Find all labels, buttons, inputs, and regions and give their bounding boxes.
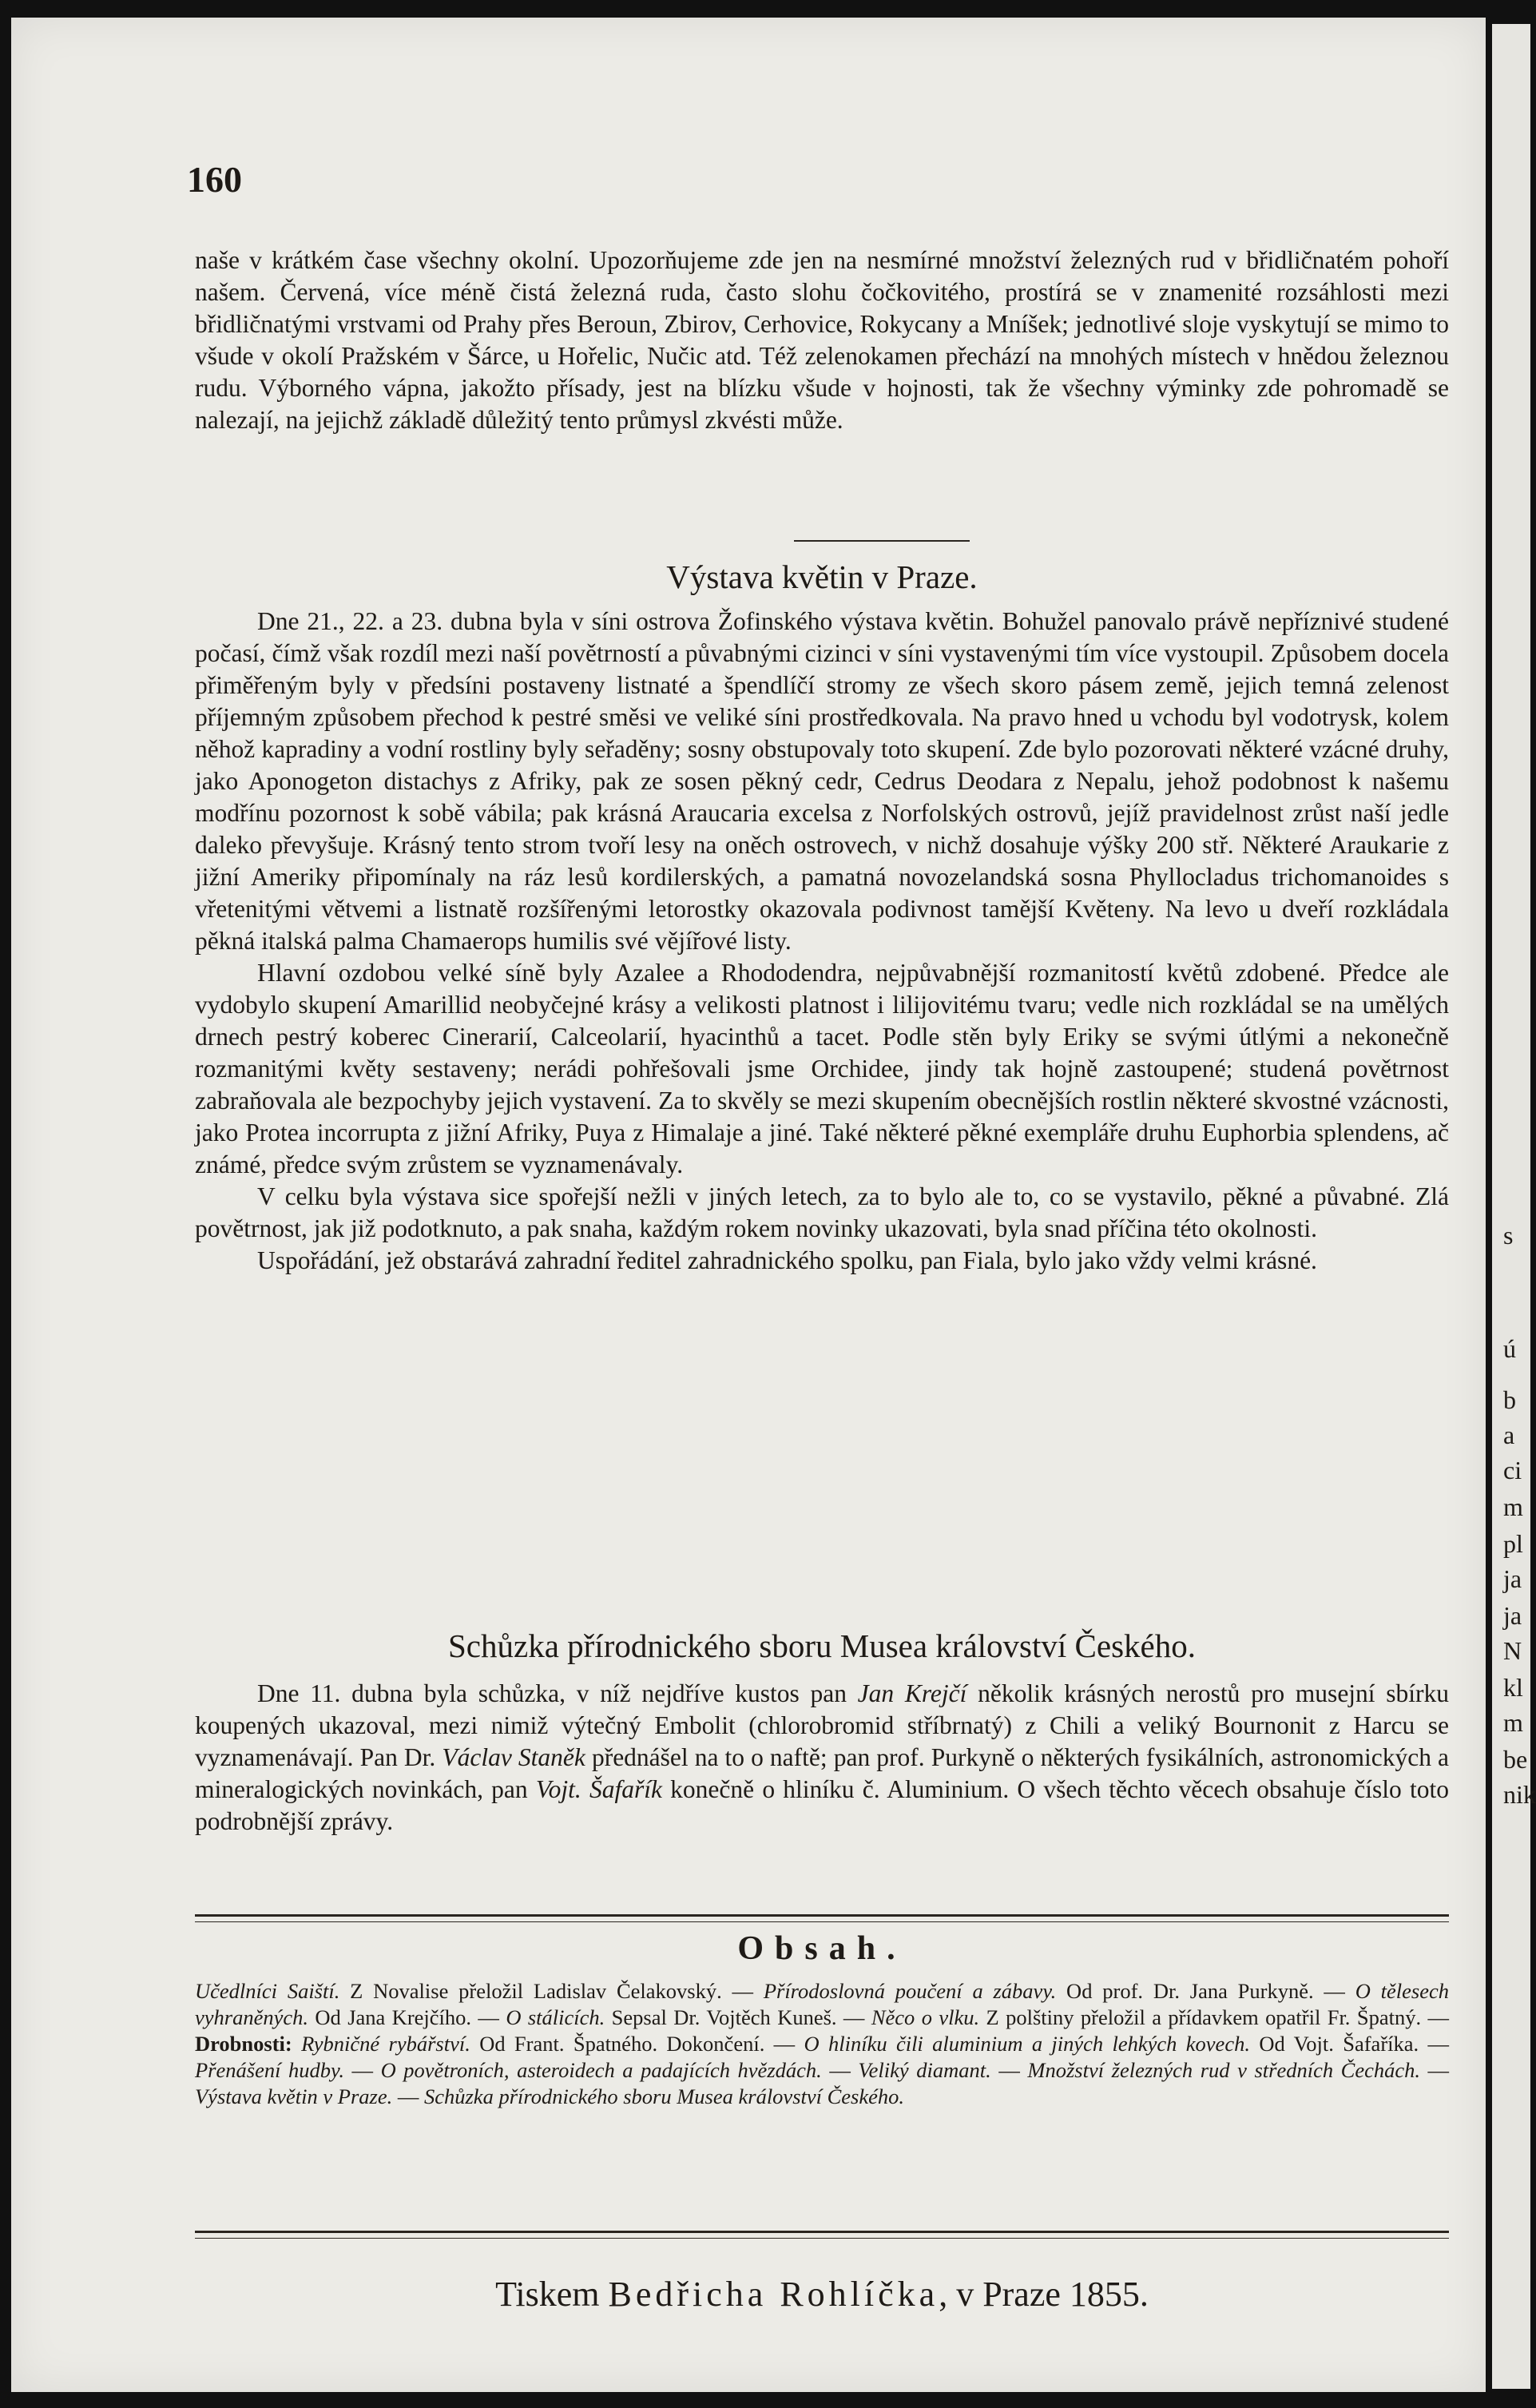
adjacent-page-fragment: nik [1503,1780,1536,1809]
museum-meeting-section [195,1678,1449,1838]
contents-entry-title: O hliníku čili aluminium a jiných lehkých kovech. [804,2032,1250,2056]
contents-top-rule [195,1914,1449,1922]
contents-entry-title: Přírodoslovná poučení a zábavy. [763,1979,1057,2003]
flower-show-heading: Výstava květin v Praze. [666,558,978,595]
contents-entry-title: Výstava květin v Praze. [195,2084,393,2108]
adjacent-page-fragment: b [1503,1385,1516,1414]
contents-entry-text: Sepsal Dr. Vojtěch Kuneš. — [605,2005,871,2029]
contents-entry-text: — [1419,2058,1450,2082]
contents-entry-text: — [990,2058,1028,2082]
contents-entry-text: Drobnosti: [195,2032,292,2056]
contents-entry-title: Rybničné rybářství. [301,2032,470,2056]
contents-entry-title: Přenášení hudby. [195,2058,344,2082]
contents-entry-text: Od prof. Dr. Jana Purkyně. — [1056,1979,1355,2003]
flower-show-paragraph-3: V celku byla výstava sice spořejší nežli v jiných letech, za to bylo ale to, co se vystavilo, pěkné a půvabné. Zlá povětrnost, jak již podotknuto, a pak snaha, každým rokem novinky ukazovati, byla snad příčina této okolnosti. [195,1182,1449,1242]
contents-entry-text: Z polštiny přeložil a přídavkem opatřil Fr. Špatný. — [979,2005,1449,2029]
contents-entry-title: Učedlníci Saiští. [195,1979,340,2003]
flower-show-paragraph-4: Uspořádání, jež obstarává zahradní ředitel zahradnického spolku, pan Fiala, bylo jako vždy velmi krásné. [257,1246,1317,1274]
adjacent-page-fragment: kl [1503,1673,1523,1702]
contents-bottom-rule [195,2231,1449,2239]
adjacent-page-fragment: a [1503,1421,1515,1449]
adjacent-page-fragment: be [1503,1745,1528,1774]
contents-entry-title: Množství železných rud v středních Čechách. [1027,2058,1420,2082]
person-name: Vojt. Šafařík [535,1775,662,1803]
page [11,18,1486,2392]
contents-entry-title: Veliký diamant. [858,2058,991,2082]
printer-name: Bedřicha Rohlíčka [608,2275,939,2314]
imprint-prefix: Tiskem [495,2275,609,2314]
contents-entry-title: Schůzka přírodnického sboru Musea království Českého. [423,2084,905,2108]
contents-entry-title: Něco o vlku. [871,2005,980,2029]
museum-text-1: Dne 11. dubna byla schůzka, v níž nejdříve kustos pan [257,1679,858,1707]
contents-entry-text: Z Novalise přeložil Ladislav Čelakovský. — [339,1979,764,2003]
adjacent-page-fragment: pl [1503,1529,1523,1558]
contents-title: Obsah. [737,1930,907,1967]
museum-text-4: konečně o hliníku č. Aluminium. O všech těchto věcech obsahuje číslo toto podrobnější zprávy. [195,1775,1450,1835]
person-name: Václav Staněk [442,1743,585,1771]
contents-entry-text: — [392,2084,424,2108]
contents-entry-title: O tělesech vyhraněných. [195,1979,1449,2029]
contents-entry-text: Od Vojt. Šafaříka. — [1249,2032,1449,2056]
person-name: Jan Krejčí [857,1679,967,1707]
contents-entry-text: — [343,2058,381,2082]
adjacent-page-fragment: m [1503,1492,1523,1521]
flower-show-paragraph-2: Hlavní ozdobou velké síně byly Azalee a Rhododendra, nejpůvabnější rozmanitostí květů zdobené. Předce ale vydobylo skupení Amarillid neobyčejné krásy a velikosti platnost i lilijovitému tvaru; vedle nich rozkládal se na umělých drnech pestrý koberec Cinerarií, Calceolarií, hyacinthů a tacet. Podle stěn byly Eriky se svými útlými a nekonečně rozmanitými květy sestaveny; nerádi pohřešovali jsme Orchidee, jindy tak hojně zastoupené; studená povětrnost zabraňovala ale bezpochyby jejich vystavení. Za to skvěly se mezi skupením obecnějších rostlin některé skvostné vzácnosti, jako Protea incorrupta z jižní Afriky, Puya z Himalaje a jiné. Také některé pěkné exempláře druhu Euphorbia splendens, ač známé, předce svým zrůstem se vyznamenávaly. [195,959,1449,1178]
contents-entry-text [292,2032,301,2056]
intro-paragraph-text: naše v krátkém čase všechny okolní. Upozorňujeme zde jen na nesmírné množství železných rud v břidličnatém pohoří našem. Červená, více méně čistá železná ruda, často slohu čočkovitého, prostírá se v znamenité rozsáhlosti mezi břidličnatými vrstvami od Prahy přes Beroun, Zbirov, Cerhovice, Rokycany a Mníšek; jednotlivé sloje vyskytují se mimo to všude v okolí Pražském v Šárce, u Hořelic, Nučic atd. Též zelenokamen přechází na mnohých místech v hnědou železnou rudu. Výborného vápna, jakožto přísady, jest na blízku všude v hojnosti, tak že všechny výminky zde pohromadě se nalezají, na jejichž základě důležitý tento průmysl zkvésti může. [195,246,1449,434]
contents-entry-text: Od Frant. Špatného. Dokončení. — [470,2032,804,2056]
printer-imprint [195,2274,1449,2315]
adjacent-page-fragment: s [1503,1221,1514,1250]
adjacent-page-fragment: ja [1503,1601,1522,1630]
contents-list [195,1978,1449,2110]
adjacent-page-fragment: ja [1503,1564,1522,1593]
contents-entry-title: O stálicích. [506,2005,605,2029]
museum-meeting-paragraph [195,1678,1449,1838]
section-divider [794,540,970,542]
page-number: 160 [187,159,242,200]
flower-show-section [195,606,1449,1277]
intro-paragraph [195,244,1449,436]
flower-show-paragraph-1: Dne 21., 22. a 23. dubna byla v síni ostrova Žofinského výstava květin. Bohužel panovalo právě nepříznivé studené počasí, čímž však rozdíl mezi naší povětrností a půvabnými cizinci v síni vystavenými tím více vystoupil. Způsobem docela přiměřeným byly v předsíni postaveny listnaté a špendlíčí stromy ze všech skoro pásem země, jejich temná zelenost příjemným způsobem přechod k pestré směsi ve veliké síni prostředkovala. Na pravo hned u vchodu byl vodotrysk, kolem něhož kapradiny a vodní rostliny byly seřaděny; sosny obstupovaly toto skupení. Zde bylo pozorovati některé vzácné druhy, jako Aponogeton distachys z Afriky, pak ze sosen pěkný cedr, Cedrus Deodara z Nepalu, jehož podobnost k našemu modřínu pozornost k sobě vábila; pak krásná Araucaria excelsa z Norfolských ostrovů, jejíž pravidelnost zrůst naší jedle daleko převyšuje. Krásný tento strom tvoří lesy na oněch ostrovech, v nichž dosahuje výšky 200 stř. Některé Araukarie z jižní Ameriky připomínaly na ráz lesů kordilerských, a pamatná novozelandská sosna Phyllocladus trichomanoides s vřetenitými větvemi a listnatě rozšířenými letorostky okazovala podivnost tamější Květeny. Na levo u dveří rozkládala pěkná italská palma Chamaerops humilis své vějířové listy. [195,607,1449,955]
adjacent-page-fragment: ú [1503,1334,1516,1363]
contents-entry-title: O povětroních, asteroidech a padajících hvězdách. [380,2058,822,2082]
imprint-suffix: , v Praze 1855. [939,2275,1149,2314]
adjacent-page-fragment: N [1503,1636,1522,1665]
adjacent-page-edge [1492,24,1536,2389]
contents-entry-text: — [821,2058,859,2082]
adjacent-page-fragment: m [1503,1708,1523,1737]
adjacent-page-fragment: ci [1503,1456,1522,1484]
museum-text-3: přednášel na to o naftě; pan prof. Purkyně o některých fysikálních, astronomických a mineralogických novinkách, pan [195,1743,1449,1803]
contents-entry-text: Od Jana Krejčího. — [308,2005,506,2029]
museum-meeting-heading: Schůzka přírodnického sboru Musea království Českého. [448,1627,1196,1664]
museum-text-2: několik krásných nerostů pro musejní sbírku koupených ukazoval, mezi nimiž výtečný Embolit (chlorobromid stříbrnatý) z Chili a veliký Bournonit z Harcu se vyznamenávají. Pan Dr. [195,1679,1450,1771]
